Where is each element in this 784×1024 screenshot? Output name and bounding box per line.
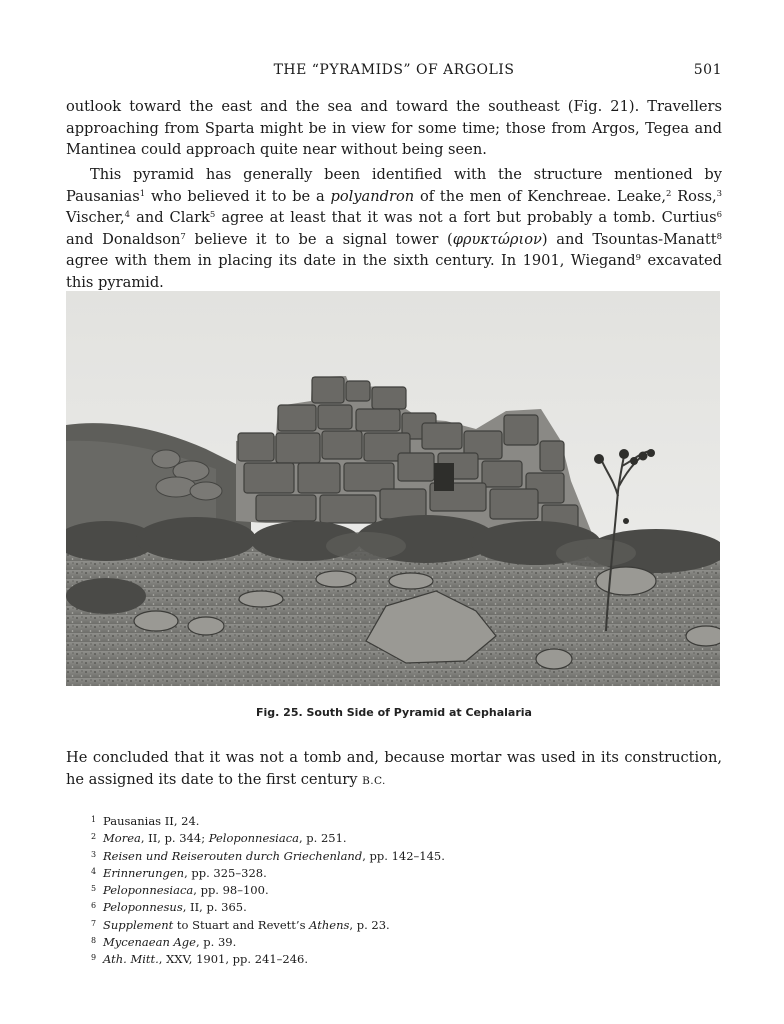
footnote-ref: 3 xyxy=(716,188,723,199)
footnote-item xyxy=(91,812,711,829)
footnote-item xyxy=(91,829,711,846)
footnote-title: Peloponnesus xyxy=(103,900,183,915)
footnote-ref: 6 xyxy=(716,210,722,221)
p2-text: ) and Tsountas-Manatt xyxy=(541,230,717,248)
footnote-number: 9 xyxy=(91,953,97,963)
greek-term: φρυκτώριον xyxy=(452,230,542,248)
footnote-title: Reisen und Reiserouten durch Griechenland xyxy=(103,848,363,863)
footnote-number: 3 xyxy=(91,849,97,859)
footnote-number: 8 xyxy=(91,936,97,946)
footnote-title: Mycenaean Age xyxy=(103,935,196,950)
running-head xyxy=(66,62,722,84)
footnote-number: 6 xyxy=(91,901,97,911)
footnote-number: 7 xyxy=(91,918,97,928)
footnote-ref: 7 xyxy=(180,231,186,242)
footnote-number: 5 xyxy=(91,884,97,894)
p2-text: who believed it to be a xyxy=(145,187,331,205)
footnote-title: Erinnerungen xyxy=(103,865,185,880)
footnote-title: Peloponnesiaca xyxy=(103,883,194,898)
p2-text: agree with them in placing its date in the sixth century. In 1901, Wiegand xyxy=(66,252,636,270)
footnote-text: Pausanias II, 24. xyxy=(103,814,200,828)
footnote-item xyxy=(91,881,711,898)
footnote-text: , II, p. 365. xyxy=(182,900,247,915)
footnote-number: 1 xyxy=(91,815,97,824)
paragraph-1: outlook toward the east and the sea and toward the southeast (Fig. 21). Travellers approaching from Sparta might be in view for some time; those from Argos, Tegea and Mantinea could approach quite near without being seen. xyxy=(66,98,722,159)
footnote-item xyxy=(91,933,711,950)
term-polyandron: polyandron xyxy=(330,187,415,205)
paragraph-2 xyxy=(66,164,722,294)
footnote-ref: 2 xyxy=(665,188,672,199)
p2-text: of the men of Kenchreae. Leake, xyxy=(414,187,666,205)
footnote-ref: 1 xyxy=(139,188,146,199)
footnote-text: , p. 251. xyxy=(299,831,347,846)
p2-text: excavated this pyramid. xyxy=(66,252,722,291)
footnote-item xyxy=(91,916,711,933)
footnote-text: , pp. 142–145. xyxy=(362,848,445,863)
p2-text: and Clark xyxy=(130,209,210,227)
p2-text: Vischer, xyxy=(66,209,125,227)
footnote-text: , II, p. 344; xyxy=(140,831,209,846)
era-abbreviation: B.C. xyxy=(362,774,386,787)
footnote-text: , p. 23. xyxy=(349,917,390,932)
footnote-ref: 8 xyxy=(716,231,722,242)
p2-text: believe it to be a signal tower ( xyxy=(185,230,453,248)
footnote-title: Supplement xyxy=(103,917,174,932)
p2-text: agree at least that it was not a fort but probably a tomb. Curtius xyxy=(215,209,717,227)
p2-text: This pyramid has generally been identified with the structure mentioned by Pausanias xyxy=(66,166,722,205)
running-title: THE “PYRAMIDS” OF ARGOLIS xyxy=(273,62,515,78)
footnote-item xyxy=(91,864,711,881)
footnotes xyxy=(91,812,711,968)
footnote-text: to Stuart and Revett’s xyxy=(173,917,310,932)
paragraph-3 xyxy=(66,747,722,792)
p2-text: and Donaldson xyxy=(66,230,181,248)
footnote-title: Morea xyxy=(103,831,141,846)
footnote-ref: 9 xyxy=(635,253,642,264)
p3-text: He concluded that it was not a tomb and, because mortar was used in its construction, he assigned its date to the first century xyxy=(66,749,722,788)
pyramid-photograph xyxy=(66,291,720,686)
figure-caption: Fig. 25. South Side of Pyramid at Cephalaria xyxy=(256,706,532,719)
footnote-text: , pp. 325–328. xyxy=(184,865,267,880)
page-number: 501 xyxy=(693,62,722,78)
footnote-title: Ath. Mitt. xyxy=(103,952,159,967)
footnote-number: 4 xyxy=(91,866,97,876)
footnote-text: , XXV, 1901, pp. 241–246. xyxy=(158,952,309,967)
footnote-title: Peloponnesiaca xyxy=(208,831,299,846)
footnote-item xyxy=(91,847,711,864)
footnote-ref: 5 xyxy=(209,210,216,221)
footnote-ref: 4 xyxy=(124,210,131,221)
footnote-title: Athens xyxy=(309,917,350,932)
footnote-text: , pp. 98–100. xyxy=(193,883,269,898)
footnote-item xyxy=(91,950,711,967)
footnote-number: 2 xyxy=(91,832,97,842)
footnote-item xyxy=(91,898,711,915)
p2-text: Ross, xyxy=(671,187,717,205)
footnote-text: , p. 39. xyxy=(195,935,237,950)
